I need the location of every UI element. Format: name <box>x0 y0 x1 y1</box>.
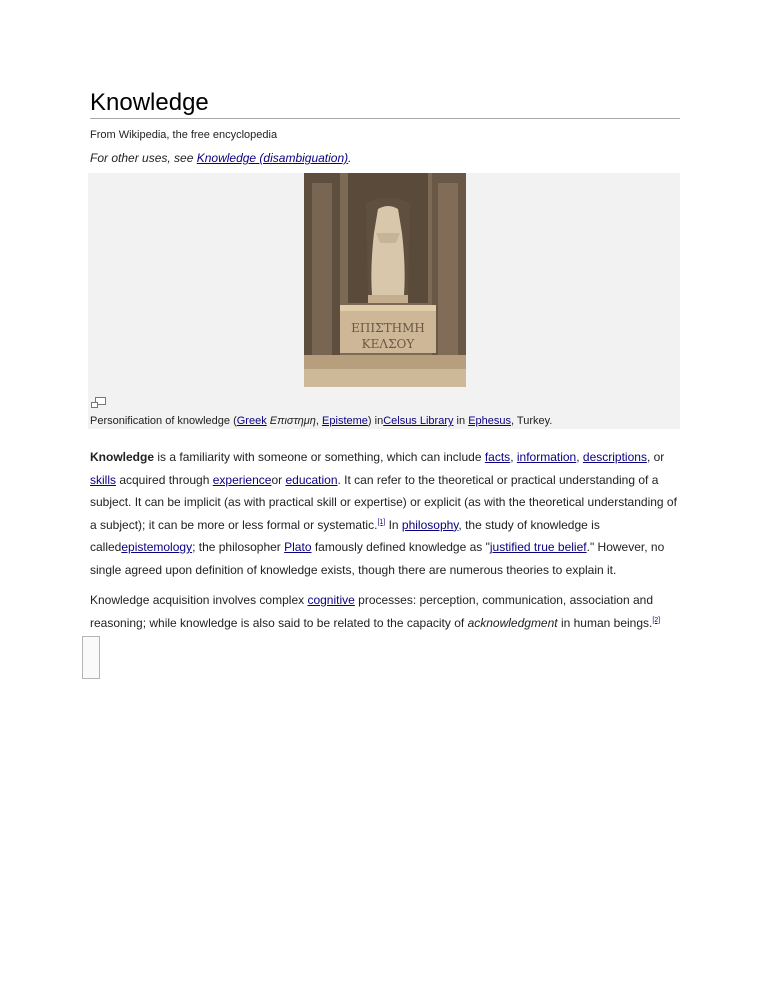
collapsed-sidebox[interactable] <box>82 636 100 679</box>
enlarge-icon[interactable] <box>91 396 107 408</box>
ephesus-link[interactable]: Ephesus <box>468 415 511 427</box>
celsus-library-link[interactable]: Celsus Library <box>383 415 454 427</box>
site-tagline: From Wikipedia, the free encyclopedia <box>90 129 278 141</box>
disambiguation-link[interactable]: Knowledge (disambiguation) <box>196 151 349 165</box>
descriptions-link[interactable]: descriptions <box>582 450 647 464</box>
philosophy-link[interactable]: philosophy <box>401 517 459 532</box>
facts-link[interactable]: facts <box>484 450 511 464</box>
plato-link[interactable]: Plato <box>284 540 312 555</box>
hatnote: For other uses, see Knowledge (disambiguation). <box>90 151 352 165</box>
education-link[interactable]: education <box>285 472 338 487</box>
paragraph-acquisition: Knowledge acquisition involves complex cognitive processes: perception, communication, association and reasoning; while knowledge is also said to be related to the capacity of acknowledgment in human beings.[2] <box>90 593 661 630</box>
episteme-link[interactable]: Episteme <box>322 415 368 427</box>
statue-image[interactable] <box>304 173 466 387</box>
greek-link[interactable]: Greek <box>236 415 267 427</box>
information-link[interactable]: information <box>516 450 577 464</box>
reference-1-link[interactable]: [1] <box>377 518 386 526</box>
paragraph-intro: Knowledge is a familiarity with someone or something, which can include facts, information, descriptions, or skills acquired through experienceor education. It can refer to the theoretical or practical understanding of a subject. It can be implicit (as with practical skill or expertise) or explicit (as with the theoretical understanding of a subject); it can be more or less formal or systematic.[1] In philosophy, the study of knowledge is calledepistemology; the philosopher Plato famously defined knowledge as "justified true belief." However, no single agreed upon definition of knowledge exists, though there are numerous theories to explain it. <box>90 450 677 577</box>
page-title: Knowledge <box>90 89 680 119</box>
skills-link[interactable]: skills <box>90 472 116 487</box>
reference-2-link[interactable]: [2] <box>652 616 661 624</box>
cognitive-link[interactable]: cognitive <box>307 593 355 607</box>
bold-term: Knowledge <box>90 450 155 464</box>
inscription-text: ΕΠΙΣΤΗΜΗ <box>351 321 425 335</box>
justified-true-belief-link[interactable]: justified true belief <box>489 540 587 555</box>
epistemology-link[interactable]: epistemology <box>121 540 193 555</box>
greek-word: Επιστημη <box>269 415 316 427</box>
figure-caption: Personification of knowledge (Greek Επιστημη, Episteme) inCelsus Library in Ephesus, Turkey. <box>90 415 553 427</box>
experience-link[interactable]: experience <box>212 472 272 487</box>
inscription-text-2: ΚΕΛΣΟΥ <box>361 337 415 351</box>
italic-term: acknowledgment <box>467 615 558 630</box>
